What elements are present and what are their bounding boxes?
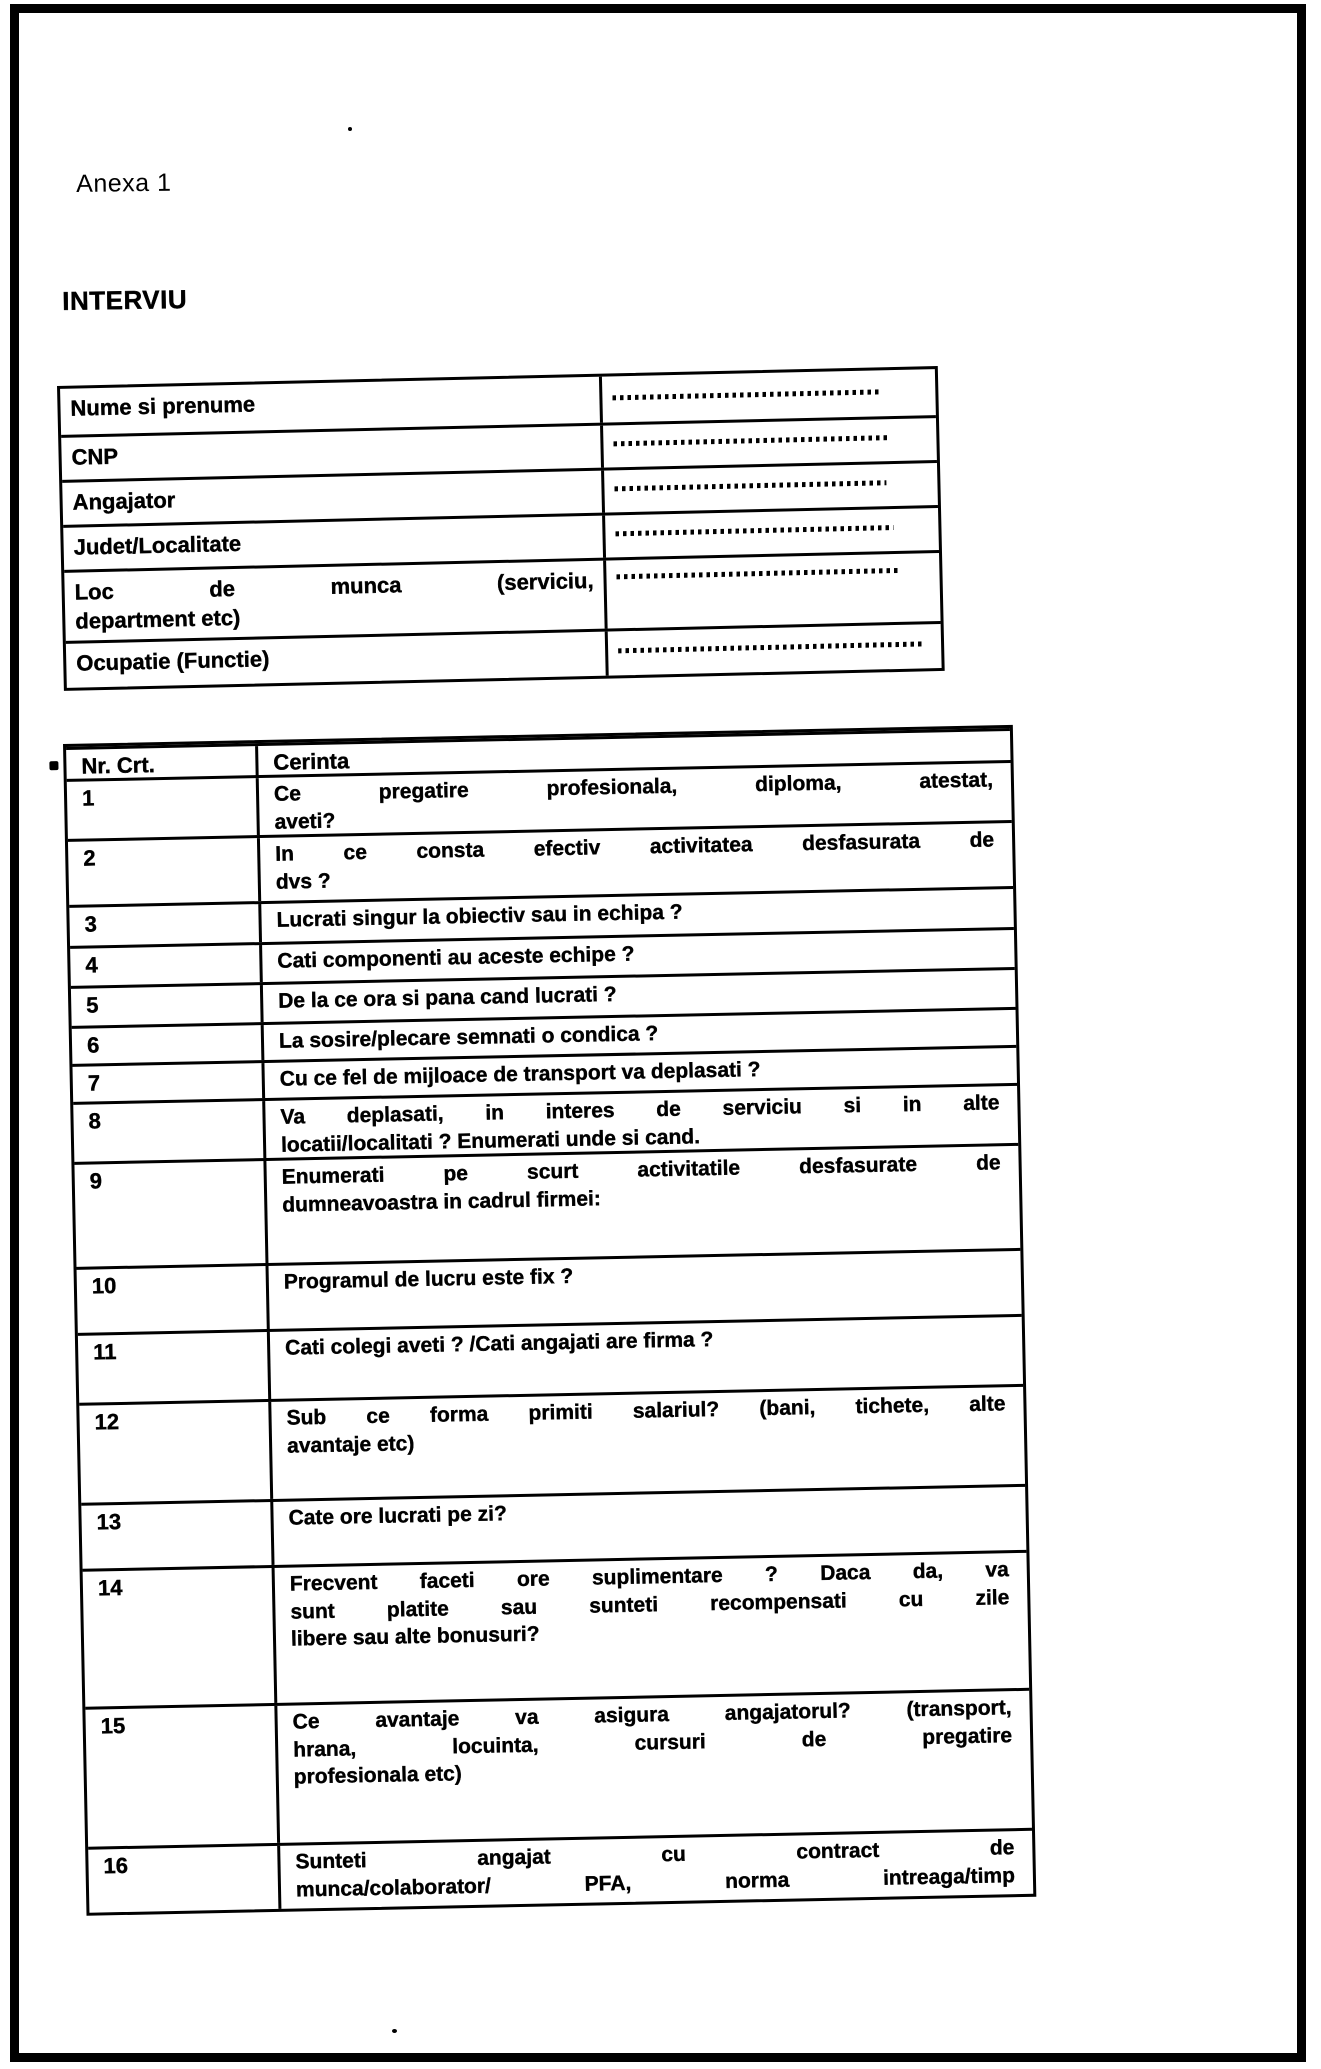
question-number: 4	[70, 945, 263, 986]
dotted-fill-line	[615, 525, 893, 536]
question-line: Ce pregatire profesionala, diploma, atestat,	[273, 768, 994, 806]
question-line: Cati componenti au aceste echipe ?	[277, 942, 635, 973]
info-label: Judet/Localitate	[63, 516, 606, 570]
question-line: Sub ce forma primiti salariul? (bani, tichete, alte	[286, 1392, 1006, 1430]
info-fill-cell	[605, 508, 939, 558]
question-number: 8	[73, 1101, 266, 1162]
dotted-fill-line	[612, 389, 880, 400]
question-number: 16	[88, 1846, 281, 1913]
question-row	[83, 1550, 1030, 1707]
info-fill-cell	[602, 369, 936, 423]
question-number: 15	[85, 1706, 280, 1847]
scan-artifact-dot	[348, 127, 352, 131]
info-label-line: department etc)	[75, 604, 241, 634]
document-title: INTERVIU	[62, 284, 188, 316]
question-line: dumneavoastra in cadrul firmei:	[282, 1186, 602, 1217]
bullet-artifact	[49, 761, 58, 770]
question-line: locatii/localitati ? Enumerati unde si cand.	[280, 1124, 701, 1157]
info-label-line: Loc de munca (serviciu,	[74, 567, 594, 605]
question-text	[266, 1146, 1020, 1263]
question-line: dvs ?	[275, 869, 331, 894]
question-number: 13	[81, 1502, 274, 1569]
header-cerinta: Cerinta	[273, 748, 350, 775]
question-number: 3	[69, 904, 262, 946]
question-text	[271, 1387, 1025, 1499]
question-line: Cati colegi aveti ? /Cati angajati are firma ?	[284, 1328, 714, 1360]
question-number: 2	[68, 838, 261, 905]
question-number: 5	[71, 985, 264, 1026]
info-label: Ocupatie (Functie)	[66, 632, 609, 688]
info-fill-cell	[603, 418, 937, 468]
question-line: libere sau alte bonusuri?	[290, 1622, 540, 1651]
question-line: avantaje etc)	[286, 1431, 415, 1458]
question-text	[280, 1831, 1033, 1909]
dotted-fill-line	[613, 435, 889, 446]
question-line: aveti?	[274, 809, 336, 834]
question-line: Ce avantaje va asigura angajatorul? (transport,	[292, 1696, 1012, 1734]
question-line: munca/colaborator/ PFA, norma intreaga/timp	[295, 1863, 1016, 1902]
question-line: Cu ce fel de mijloace de transport va deplasati ?	[279, 1058, 761, 1091]
question-number: 12	[79, 1402, 273, 1503]
question-line: hrana, locuinta, cursuri de pregatire	[292, 1723, 1013, 1762]
question-number: 11	[78, 1332, 271, 1403]
question-line: Va deplasati, in interes de serviciu si in alte	[280, 1091, 1000, 1129]
question-number: 6	[72, 1025, 265, 1064]
question-line: Programul de lucru este fix ?	[283, 1264, 574, 1294]
info-fill-cell	[606, 553, 940, 629]
info-label: Angajator	[62, 471, 605, 525]
question-line: Enumerati pe scurt activitatile desfasurate de	[281, 1151, 1001, 1189]
question-row	[85, 1688, 1032, 1847]
question-line: Cate ore lucrati pe zi?	[288, 1502, 508, 1530]
info-label: Nume si prenume	[60, 377, 603, 435]
annex-label: Anexa 1	[76, 168, 172, 198]
info-table	[57, 366, 945, 691]
question-text	[275, 1553, 1030, 1703]
question-line: profesionala etc)	[293, 1762, 463, 1789]
question-line: Sunteti angajat cu contract de	[295, 1836, 1015, 1874]
scan-artifact-dot	[392, 2029, 397, 2033]
question-number: 7	[72, 1063, 265, 1102]
question-line: In ce consta efectiv activitatea desfasurata de	[275, 828, 995, 866]
question-number: 10	[77, 1266, 270, 1333]
info-label: CNP	[61, 426, 604, 480]
dotted-fill-line	[616, 568, 898, 579]
question-line: La sosire/plecare semnati o condica ?	[278, 1022, 659, 1053]
dotted-fill-line	[614, 480, 886, 491]
question-number: 9	[74, 1161, 268, 1267]
question-line: De la ce ora si pana cand lucrati ?	[277, 982, 617, 1013]
info-fill-cell	[604, 463, 938, 513]
dotted-fill-line	[618, 641, 924, 653]
info-label	[64, 561, 607, 641]
header-nr-crt: Nr. Crt.	[66, 746, 259, 780]
question-row	[79, 1384, 1025, 1503]
question-text	[277, 1691, 1032, 1843]
question-number: 14	[83, 1568, 278, 1707]
question-row	[74, 1143, 1020, 1267]
info-fill-cell	[608, 624, 942, 676]
question-line: Frecvent faceti ore suplimentare ? Daca da, va	[289, 1558, 1009, 1596]
question-number: 1	[67, 778, 260, 839]
questions-table	[63, 725, 1036, 1916]
question-line: sunt platite sau sunteti recompensati cu zile	[290, 1585, 1010, 1624]
question-line: Lucrati singur la obiectiv sau in echipa ?	[276, 900, 683, 932]
